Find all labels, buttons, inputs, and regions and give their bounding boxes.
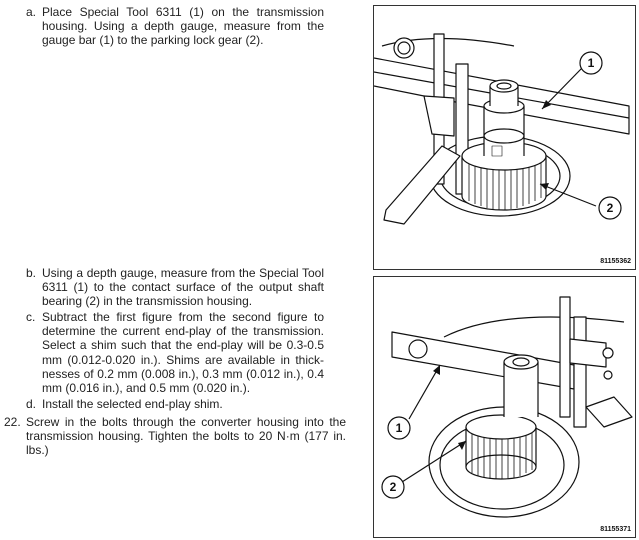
figure-illustration — [374, 6, 635, 269]
figure-illustration — [374, 277, 635, 537]
callout-1: 1 — [587, 56, 595, 70]
step-text: Subtract the first figure from the second figure to determine the current end-play of the transmission. Select a shim such that the end-play will be 0.3-0.5 mm (0.012-0.020 in.). Shims are available in thick-nesses of 0.2 mm (0.008 in.), 0.3 mm (0.012 in.), 0.4 mm (0.016 in.), and 0.5 mm (0.020 in.). — [42, 310, 324, 396]
step-label: d. — [26, 397, 37, 411]
callout-2: 2 — [606, 201, 614, 215]
callout-2: 2 — [389, 480, 397, 494]
step-label: c. — [26, 310, 36, 324]
step-label: a. — [26, 5, 37, 19]
step-label: 22. — [4, 415, 21, 429]
step-text: Install the selected end-play shim. — [42, 397, 223, 411]
step-text: Screw in the bolts through the converter housing into the transmission housing. Tighten the bolts to 20 N·m (177 in. lbs.) — [26, 415, 346, 458]
figure-output-shaft-bearing-measurement — [373, 276, 636, 538]
figure-id: 81155362 — [600, 258, 631, 265]
figure-id: 81155371 — [600, 526, 631, 533]
callout-1: 1 — [395, 421, 403, 435]
step-text: Place Special Tool 6311 (1) on the transmission housing. Using a depth gauge, measure from the gauge bar (1) to the parking lock gear (2). — [42, 5, 324, 48]
step-text: Using a depth gauge, measure from the Special Tool 6311 (1) to the contact surface of the output shaft bearing (2) in the transmission housing. — [42, 266, 324, 309]
step-label: b. — [26, 266, 37, 280]
figure-parking-lock-gear-measurement — [373, 5, 636, 270]
